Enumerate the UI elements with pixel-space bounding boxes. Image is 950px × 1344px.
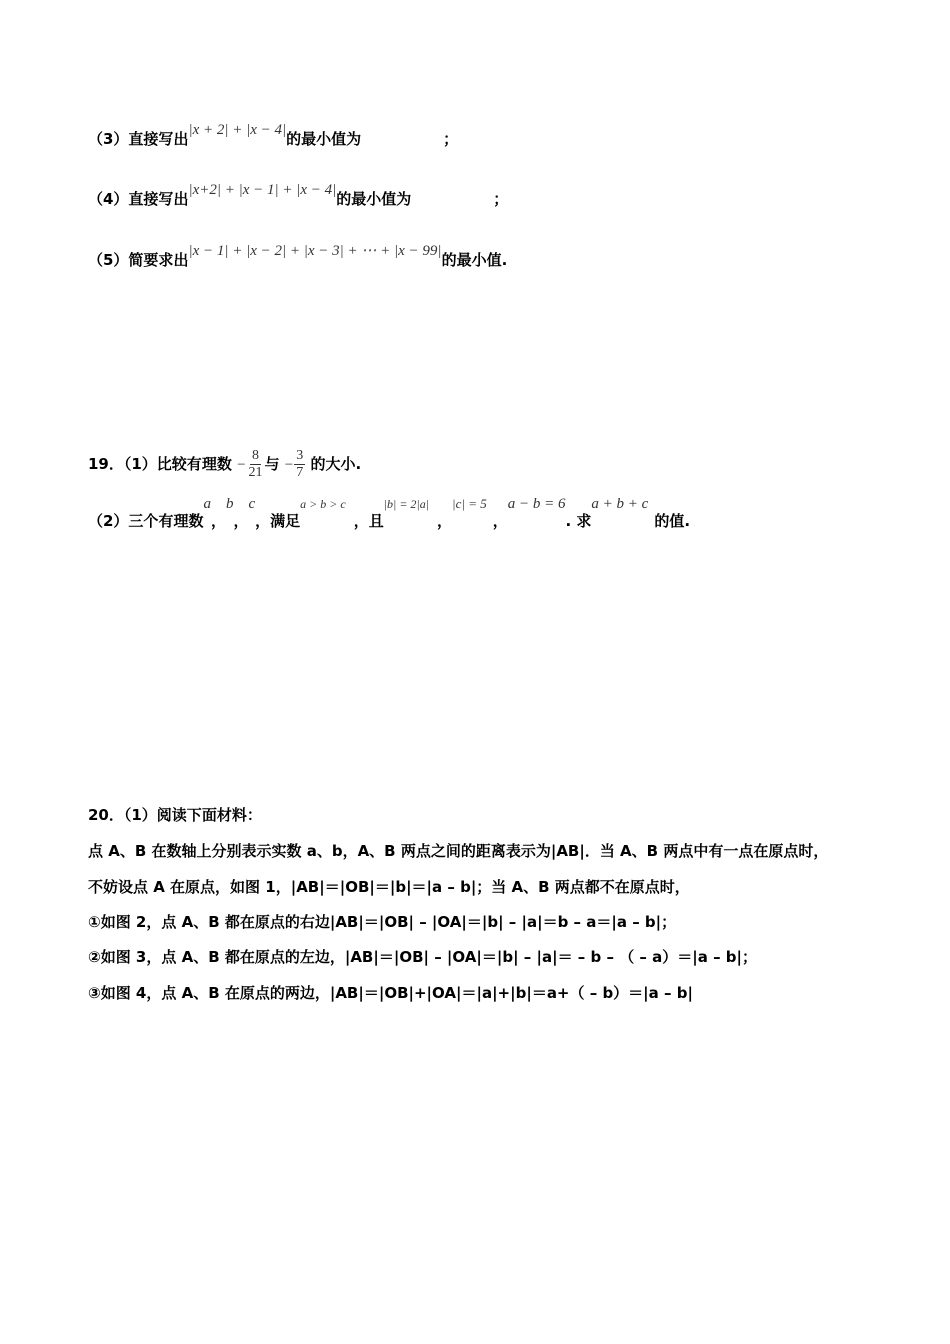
q18-part3-tail: 的最小值为 bbox=[286, 130, 362, 148]
q19-number: 19． bbox=[88, 455, 124, 473]
q19-var-a: a bbox=[203, 496, 211, 512]
q19-condition-diff: a − b = 6 bbox=[507, 496, 566, 512]
q20-line-1: 点 A、B 在数轴上分别表示实数 a、b，A、B 两点之间的距离表示为|AB|．当 A、B 两点中有一点在原点时， bbox=[88, 842, 829, 860]
q19-comma-4: ， bbox=[492, 512, 508, 530]
q20-intro bbox=[88, 805, 262, 825]
q18-part4-tail: 的最小值为 bbox=[336, 190, 412, 208]
q18-part4 bbox=[88, 182, 509, 210]
q19-ask: . 求 bbox=[565, 512, 592, 530]
q19-frac2-denominator: 7 bbox=[296, 465, 304, 480]
q19-condition-order: a > b > c bbox=[300, 497, 346, 511]
q19-comma-2: ， bbox=[233, 512, 249, 530]
q20-case-2: ②如图 3，点 A、B 都在原点的左边，|AB|＝|OB| – |OA|＝|b| – |a|＝ – b – （ – a）＝|a – b|； bbox=[88, 948, 758, 966]
q18-part3-expression: |x + 2| + |x − 4| bbox=[188, 122, 287, 138]
q19-part1-label: （1）比较有理数 bbox=[123, 455, 232, 473]
q18-part4-end: ； bbox=[493, 190, 509, 208]
q19-var-c: c bbox=[248, 496, 256, 512]
q19-frac1-numerator: 8 bbox=[252, 448, 260, 463]
q20-number: 20． bbox=[88, 806, 124, 824]
q18-part4-label: （4）直接写出 bbox=[88, 190, 189, 208]
q19-condition-c: |c| = 5 bbox=[452, 496, 487, 511]
q19-frac1-sign: − bbox=[237, 457, 246, 473]
q19-fraction-1 bbox=[247, 448, 265, 481]
q19-fraction-2 bbox=[294, 448, 305, 481]
q18-part3-end: ； bbox=[443, 130, 459, 148]
q19-target-expression: a + b + c bbox=[591, 496, 649, 512]
q18-part5 bbox=[88, 243, 508, 271]
q19-part1-tail: 的大小. bbox=[310, 455, 362, 473]
q19-frac2-numerator: 3 bbox=[296, 448, 304, 463]
q18-part5-tail: 的最小值. bbox=[441, 251, 508, 269]
q19-part2-tail: 的值. bbox=[654, 512, 691, 530]
q18-part4-expression: |x+2| + |x − 1| + |x − 4| bbox=[188, 182, 337, 198]
q20-intro-text: （1）阅读下面材料： bbox=[123, 806, 262, 824]
q19-comma-3: ， bbox=[437, 512, 453, 530]
q20-case-3: ③如图 4，点 A、B 在原点的两边，|AB|＝|OB|+|OA|＝|a|+|b|＝a+（ – b）＝|a – b| bbox=[88, 984, 693, 1002]
q19-comma-1: ， bbox=[210, 512, 226, 530]
q18-part3 bbox=[88, 122, 459, 150]
q19-part2-label: （2）三个有理数 bbox=[88, 512, 204, 530]
q20-case-1: ①如图 2，点 A、B 都在原点的右边|AB|＝|OB| – |OA|＝|b| – |a|＝b – a＝|a – b|； bbox=[88, 913, 677, 931]
q20-line-2: 不妨设点 A 在原点，如图 1，|AB|＝|OB|＝|b|＝|a – b|；当 A、B 两点都不在原点时， bbox=[88, 878, 690, 896]
q19-part1-mid: 与 bbox=[264, 455, 280, 473]
q19-var-b: b bbox=[225, 496, 234, 512]
q18-part5-expression: |x − 1| + |x − 2| + |x − 3| + ⋯ + |x − 99| bbox=[188, 243, 442, 259]
q19-frac1-denominator: 21 bbox=[248, 465, 263, 480]
q19-frac2-sign: − bbox=[284, 457, 294, 473]
q18-part5-label: （5）简要求出 bbox=[88, 251, 189, 269]
q19-part1 bbox=[88, 446, 361, 482]
q19-part2 bbox=[88, 496, 691, 532]
q19-condition-b: |b| = 2|a| bbox=[383, 497, 430, 511]
q19-and: ，且 bbox=[353, 512, 384, 530]
q19-satisfy: ，满足 bbox=[255, 512, 301, 530]
q18-part3-label: （3）直接写出 bbox=[88, 130, 189, 148]
